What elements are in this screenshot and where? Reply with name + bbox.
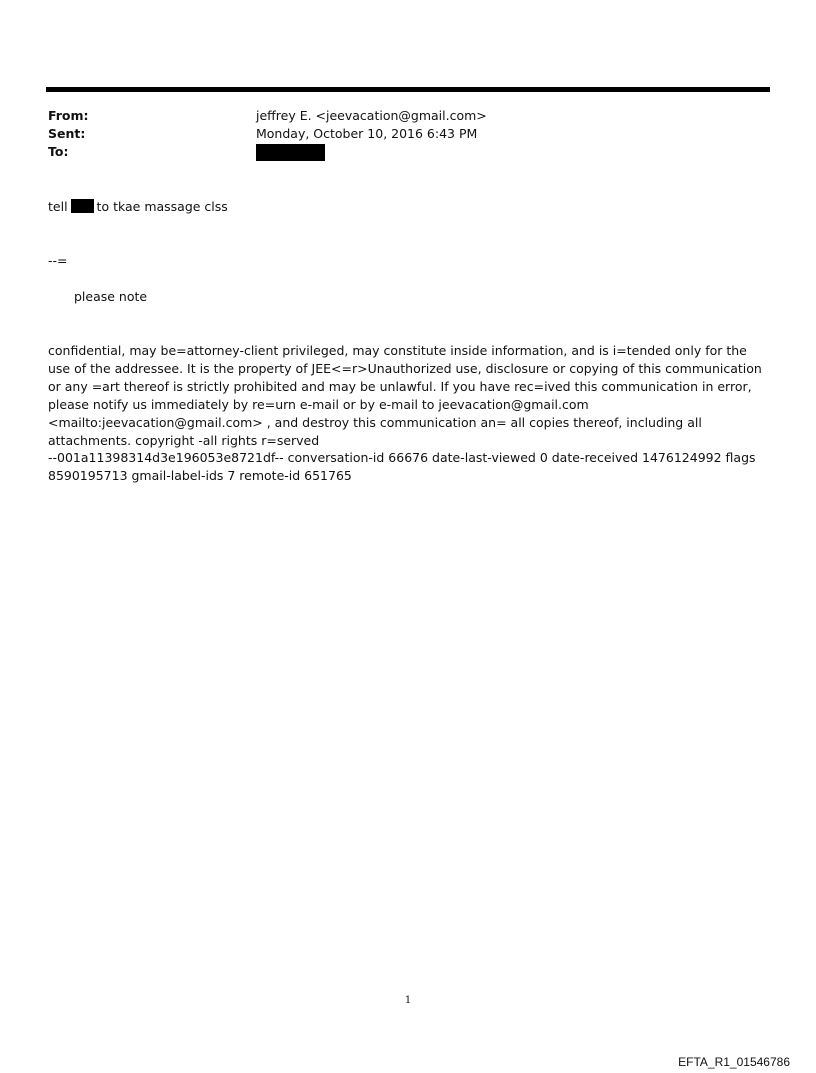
to-redaction	[256, 144, 325, 161]
name-redaction	[71, 199, 94, 213]
page-number: 1	[404, 995, 412, 1006]
to-label: To:	[48, 144, 69, 159]
signature-separator: --=	[48, 253, 68, 268]
confidentiality-disclaimer: confidential, may be=attorney-client privileged, may constitute inside information, and is i=tended only for the use of the addressee. It is the property of JEE<=r>Unauthorized use, disclosure or copying of this communication or any =art thereof is strictly prohibited and may be unlawful. If you have rec=ived this communication in error, please notify us immediately by re=urn e-mail or by e-mail to jeevacation@gmail.com <mailto:jeevacation@gmail.com> , and destroy this communication an= all copies thereof, including all attachments. copyright -all rights r=served	[48, 343, 762, 448]
sent-value: Monday, October 10, 2016 6:43 PM	[256, 126, 478, 141]
message-metadata: --001a11398314d3e196053e8721df-- conversation-id 66676 date-last-viewed 0 date-received 1476124992 flags 8590195713 gmail-label-ids 7 remote-id 651765	[48, 450, 756, 483]
bates-stamp: EFTA_R1_01546786	[678, 1055, 790, 1069]
header-divider	[46, 87, 770, 92]
sent-label: Sent:	[48, 126, 86, 141]
message-line-start: tell	[48, 199, 68, 214]
from-value: jeffrey E. <jeevacation@gmail.com>	[256, 108, 487, 123]
message-line	[48, 198, 228, 216]
from-label: From:	[48, 108, 89, 123]
please-note-text: please note	[74, 289, 148, 304]
message-line-end: to tkae massage clss	[96, 199, 228, 214]
